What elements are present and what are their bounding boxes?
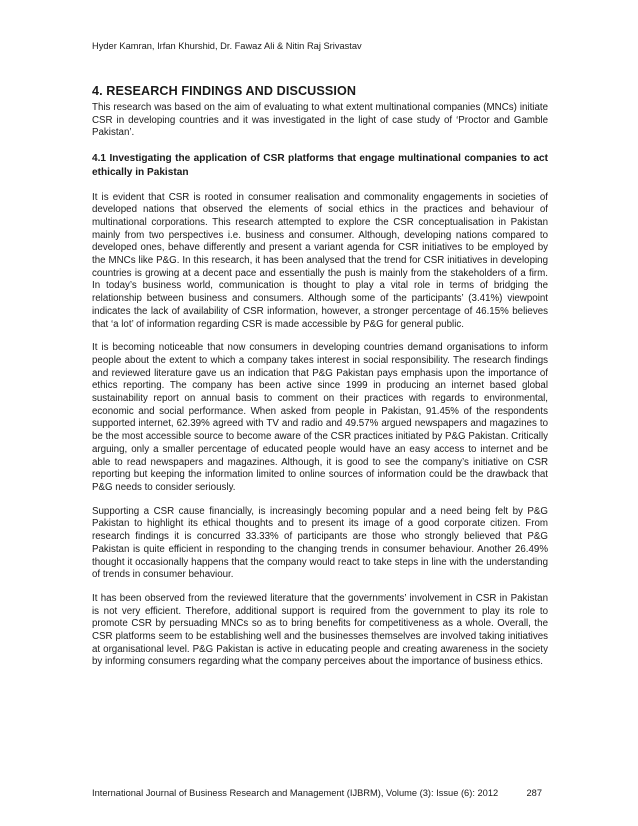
section-intro-paragraph: This research was based on the aim of evaluating to what extent multinational companies (MNCs) initiate CSR in developing countries and it was investigated in the light of case study of ‘Proctor and Gamble Pakistan’. bbox=[92, 102, 548, 139]
section-heading: 4. RESEARCH FINDINGS AND DISCUSSION bbox=[92, 84, 357, 98]
journal-citation: International Journal of Business Research and Management (IJBRM), Volume (3): Issue (6): 2012 bbox=[92, 788, 499, 798]
running-header: Hyder Kamran, Irfan Khurshid, Dr. Fawaz Ali & Nitin Raj Srivastav bbox=[92, 41, 362, 51]
body-paragraph-4: It has been observed from the reviewed literature that the governments’ involvement in CSR in Pakistan is not very efficient. Therefore, additional support is required from the government to play its role to promote CSR by persuading MNCs so as to bring benefits for competitiveness as a whole. Overall, the CSR platforms seem to be establishing well and the businesses themselves are involved taking initiatives at organisational level. P&G Pakistan is active in educating people and creating awareness in the society by informing consumers regarding what the company perceives about the importance of business ethics. bbox=[92, 592, 548, 668]
body-paragraph-3: Supporting a CSR cause financially, is increasingly becoming popular and a need being felt by P&G Pakistan to highlight its ethical thoughts and to present its image of a good corporate citizen. From research findings it is concurred 33.33% of participants are those who strongly believed that P&G Pakistan is quite efficient in responding to the changing trends in consumer behaviour. Another 26.49% thought it occasionally happens that the company would react to take steps in line with the understanding of trends in consumer behaviour. bbox=[92, 505, 548, 581]
page-content bbox=[92, 84, 548, 680]
body-paragraph-1: It is evident that CSR is rooted in consumer realisation and commonality engagements in societies of developed nations that observed the elements of social ethics in the practices and behaviour of multinational corporations. This research attempted to explore the CSR conceptualisation in Pakistan mainly from two perspectives i.e. business and consumer. Although, developing nations compared to developed ones, behave differently and present a variant agenda for CSR initiatives to be employed by the MNCs like P&G. In this research, it has been analysed that the trend for CSR initiatives in developing countries is growing at a decent pace and essentially the push is mainly from the stakeholders of a firm. In today’s business world, communication is thought to play a vital role in terms of bridging the relationship between business and consumers. Although some of the participants’ (3.41%) viewpoint indicates the lack of availability of CSR information, however, a stronger percentage of 46.15% believes that ‘a lot’ of information regarding CSR is made accessible by P&G for general public. bbox=[92, 191, 548, 330]
page-number: 287 bbox=[526, 788, 542, 798]
body-paragraph-2: It is becoming noticeable that now consumers in developing countries demand organisations to inform people about the extent to which a company takes interest in social responsibility. The research findings and reviewed literature gave us an indication that P&G Pakistan pays emphasis upon the importance of ethics reporting. The company has been active since 1999 in producing an internet based global sustainability report on annual basis to comment on their practices with regards to environmental, economic and social performance. When asked from people in Pakistan, 91.45% of the respondents supported internet, 62.39% agreed with TV and radio and 49.57% argued newspapers and magazines to be the most accessible source to become aware of the CSR practices initiated by P&G Pakistan. Critically arguing, only a smaller percentage of educated people would have an easy access to internet and be able to read newspapers and magazines. Although, it is good to see the company’s initiative on CSR reporting but keeping the information limited to online sources of information could be the drawback that P&G needs to consider seriously. bbox=[92, 342, 548, 493]
subsection-heading: 4.1 Investigating the application of CSR platforms that engage multinational companies to act ethically in Pakistan bbox=[92, 153, 548, 179]
